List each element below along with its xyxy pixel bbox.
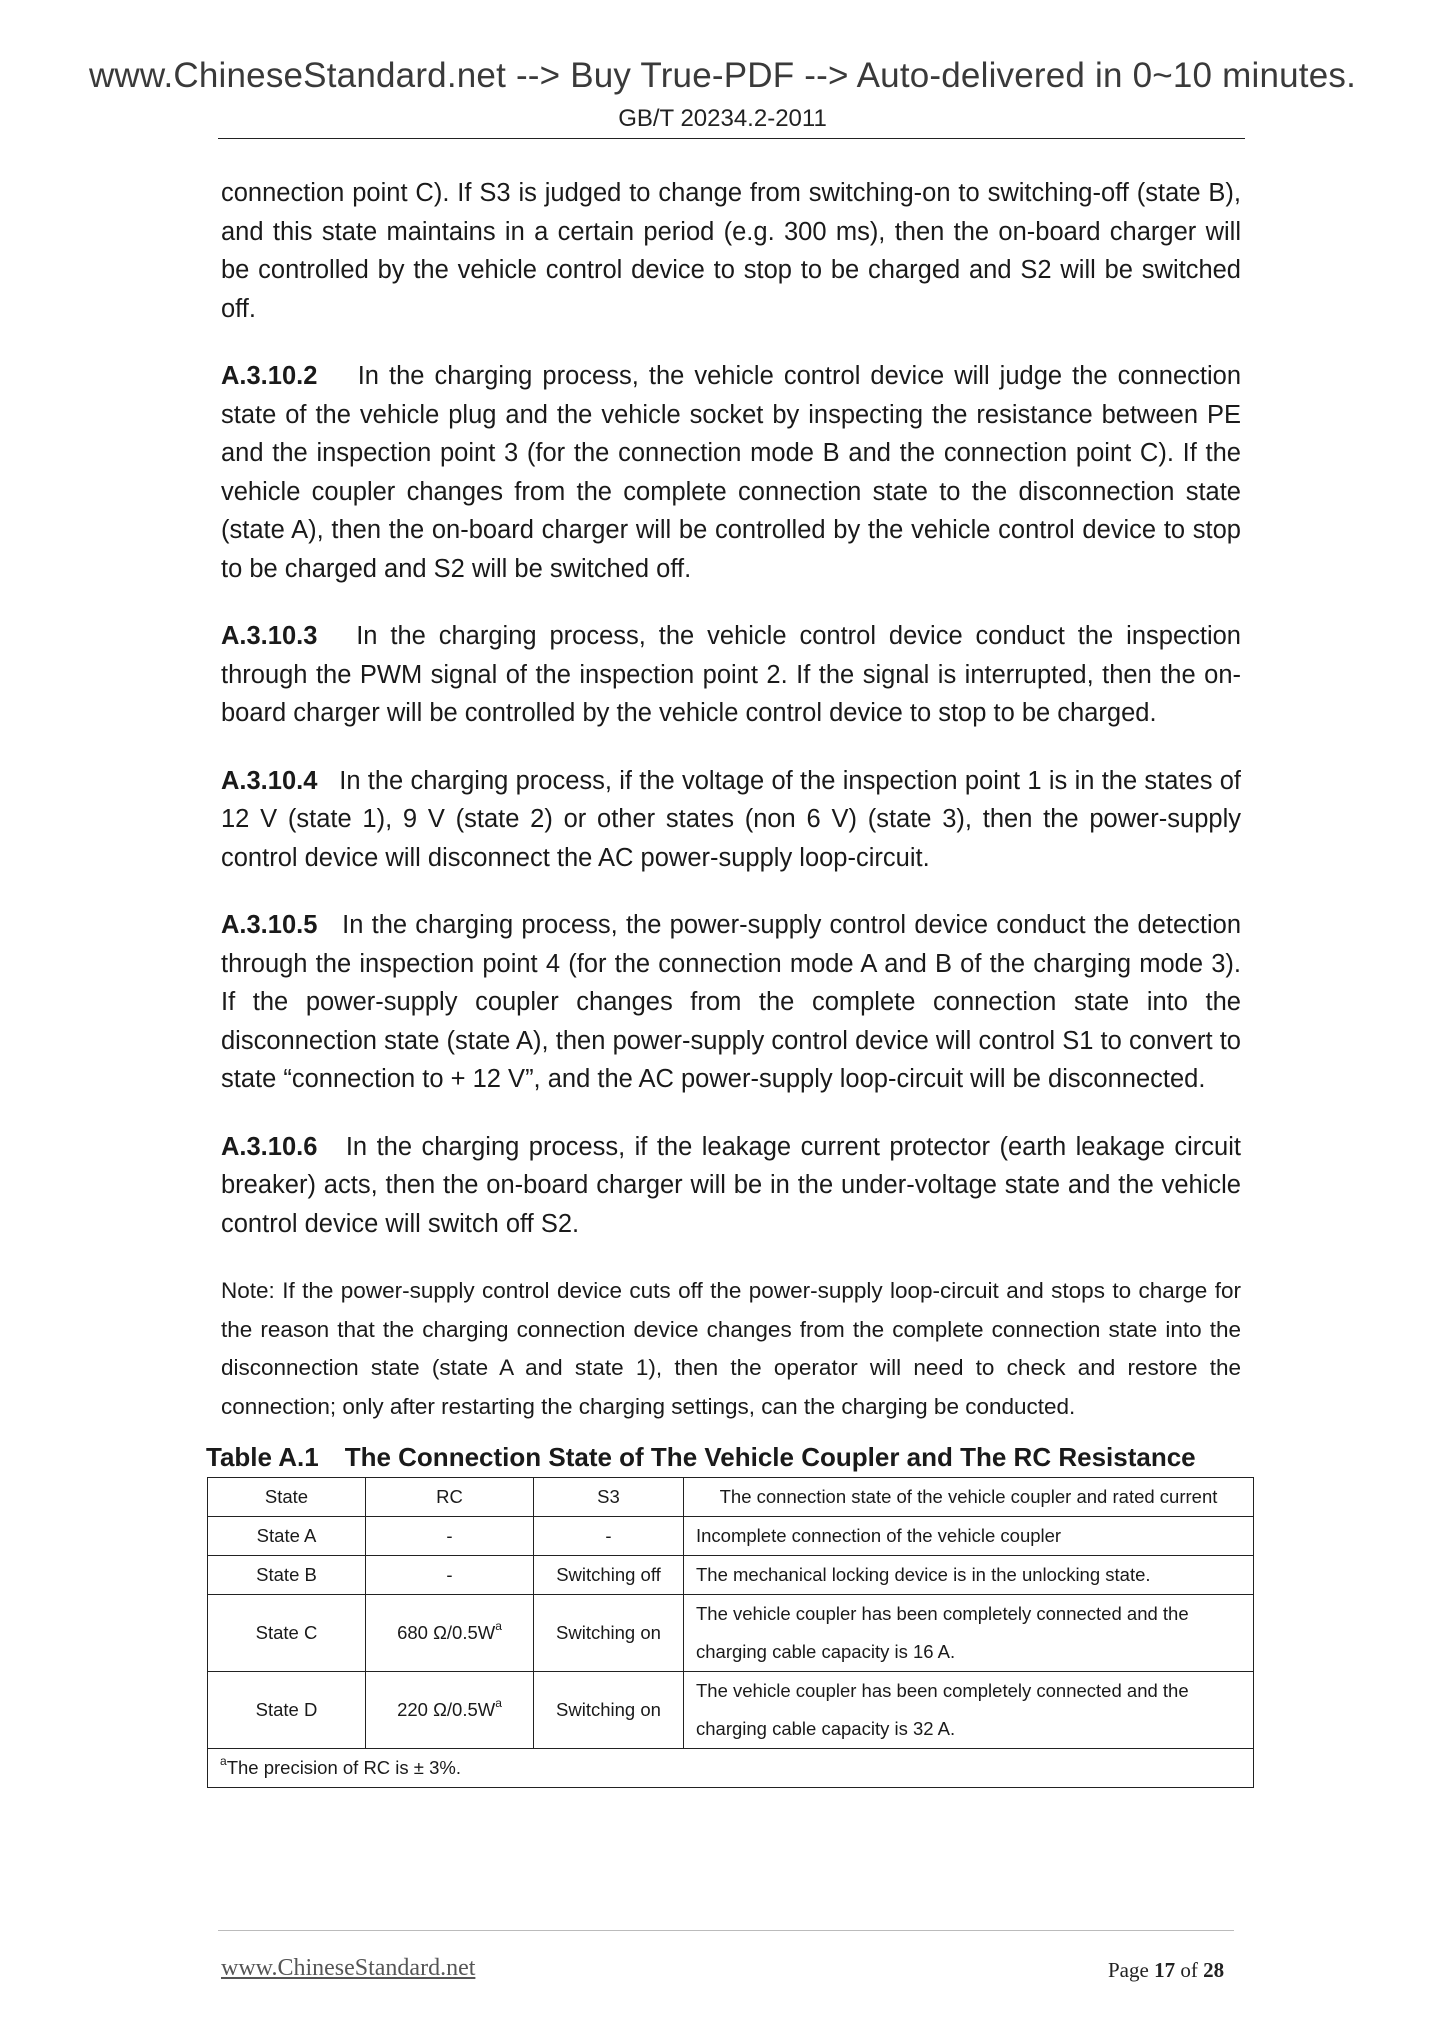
- cell-state: State B: [208, 1556, 366, 1595]
- clause-a-3-10-2: [221, 357, 1241, 588]
- table-row: [208, 1672, 1254, 1749]
- description-line: The vehicle coupler has been completely connected and the: [696, 1603, 1189, 1624]
- cell-rc: [366, 1595, 534, 1672]
- clause-a-3-10-5: [221, 906, 1241, 1099]
- footnote-mark: a: [495, 1696, 502, 1710]
- cell-description: Incomplete connection of the vehicle coupler: [684, 1517, 1254, 1556]
- cell-state: State D: [208, 1672, 366, 1749]
- clause-number: A.3.10.2: [221, 362, 318, 390]
- page-number: [1108, 1958, 1224, 1983]
- footer-divider: [218, 1930, 1234, 1931]
- page-label: Page: [1108, 1958, 1149, 1982]
- column-header-description: The connection state of the vehicle coupler and rated current: [684, 1478, 1254, 1517]
- clause-text: In the charging process, if the voltage of the inspection point 1 is in the states of 12 V (state 1), 9 V (state 2) or other states (non 6 V) (state 3), then the power-supply control device will disconnect the AC power-supply loop-circuit.: [221, 766, 1241, 872]
- document-code: GB/T 20234.2-2011: [618, 105, 827, 132]
- cell-s3: Switching on: [534, 1595, 684, 1672]
- clause-text: In the charging process, the vehicle control device will judge the connection state of the vehicle plug and the vehicle socket by inspecting the resistance between PE and the inspection point 3 (for the connection mode B and the connection point C). If the vehicle coupler changes from the complete connection state to the disconnection state (state A), then the on-board charger will be controlled by the vehicle control device to stop to be charged and S2 will be switched off.: [221, 362, 1241, 583]
- footnote-text: The precision of RC is ± 3%.: [226, 1757, 461, 1778]
- table-row: [208, 1595, 1254, 1672]
- cell-s3: Switching on: [534, 1672, 684, 1749]
- page-body: [206, 174, 1241, 1788]
- cell-description: [684, 1672, 1254, 1749]
- table-row: [208, 1556, 1254, 1595]
- clause-number: A.3.10.4: [221, 766, 318, 795]
- description-line: The vehicle coupler has been completely connected and the: [696, 1680, 1189, 1701]
- note-paragraph: Note: If the power-supply control device cuts off the power-supply loop-circuit and stops to charge for the reason that the charging connection device changes from the complete connection state into the disconnection state (state A and state 1), then the operator will need to check and restore the connection; only after restarting the charging settings, can the charging be conducted.: [221, 1278, 1241, 1419]
- table-footnote-row: [208, 1749, 1254, 1788]
- footnote-mark: a: [495, 1619, 502, 1633]
- clause-number: A.3.10.6: [221, 1132, 318, 1161]
- table-header-row: [208, 1478, 1254, 1517]
- clause-a-3-10-6: [221, 1128, 1241, 1244]
- header-divider: [218, 138, 1245, 139]
- rc-value: 680 Ω/0.5W: [397, 1622, 496, 1643]
- description-line: charging cable capacity is 32 A.: [696, 1718, 956, 1739]
- clause-number: A.3.10.3: [221, 622, 318, 650]
- clause-text: In the charging process, the power-supply control device conduct the detection through the inspection point 4 (for the connection mode A and B of the charging mode 3). If the power-supply coupler changes from the complete connection state into the disconnection state (state A), then power-supply control device will control S1 to convert to state “connection to + 12 V”, and the AC power-supply loop-circuit will be disconnected.: [221, 911, 1241, 1093]
- description-line: charging cable capacity is 16 A.: [696, 1641, 956, 1662]
- cell-state: State C: [208, 1595, 366, 1672]
- footer-site-link[interactable]: www.ChineseStandard.net: [221, 1955, 476, 1981]
- table-caption: The Connection State of The Vehicle Coupler and The RC Resistance: [344, 1442, 1196, 1472]
- cell-description: The mechanical locking device is in the unlocking state.: [684, 1556, 1254, 1595]
- table-footnote: [208, 1749, 1254, 1788]
- column-header-s3: S3: [534, 1478, 684, 1517]
- connection-state-table: [207, 1477, 1254, 1788]
- cell-rc: -: [366, 1517, 534, 1556]
- clause-text: In the charging process, the vehicle control device conduct the inspection through the PWM signal of the inspection point 2. If the signal is interrupted, then the on-board charger will be controlled by the vehicle control device to stop to be charged.: [221, 622, 1241, 727]
- cell-state: State A: [208, 1517, 366, 1556]
- page-of: of: [1180, 1958, 1198, 1982]
- page-total: 28: [1203, 1958, 1225, 1982]
- table-row: [208, 1517, 1254, 1556]
- clause-a-3-10-3: [221, 617, 1241, 733]
- paragraph-text: connection point C). If S3 is judged to change from switching-on to switching-off (state B), and this state maintains in a certain period (e.g. 300 ms), then the on-board charger will be controlled by the vehicle control device to stop to be charged and S2 will be switched off.: [221, 179, 1241, 323]
- footnote-mark: a: [220, 1754, 227, 1768]
- clause-text: In the charging process, if the leakage current protector (earth leakage circuit breaker) acts, then the on-board charger will be in the under-voltage state and the vehicle control device will switch off S2.: [221, 1132, 1241, 1238]
- cell-description: [684, 1595, 1254, 1672]
- page-current: 17: [1154, 1958, 1176, 1982]
- column-header-state: State: [208, 1478, 366, 1517]
- cell-rc: -: [366, 1556, 534, 1595]
- cell-rc: [366, 1672, 534, 1749]
- paragraph-continuation: [221, 174, 1241, 328]
- clause-number: A.3.10.5: [221, 911, 318, 939]
- clause-a-3-10-4: [221, 762, 1241, 878]
- cell-s3: -: [534, 1517, 684, 1556]
- table-number: Table A.1: [206, 1442, 319, 1472]
- table-title: [206, 1442, 1241, 1473]
- column-header-rc: RC: [366, 1478, 534, 1517]
- cell-s3: Switching off: [534, 1556, 684, 1595]
- rc-value: 220 Ω/0.5W: [397, 1699, 496, 1720]
- header-banner: www.ChineseStandard.net --> Buy True-PDF --> Auto-delivered in 0~10 minutes.: [88, 56, 1357, 95]
